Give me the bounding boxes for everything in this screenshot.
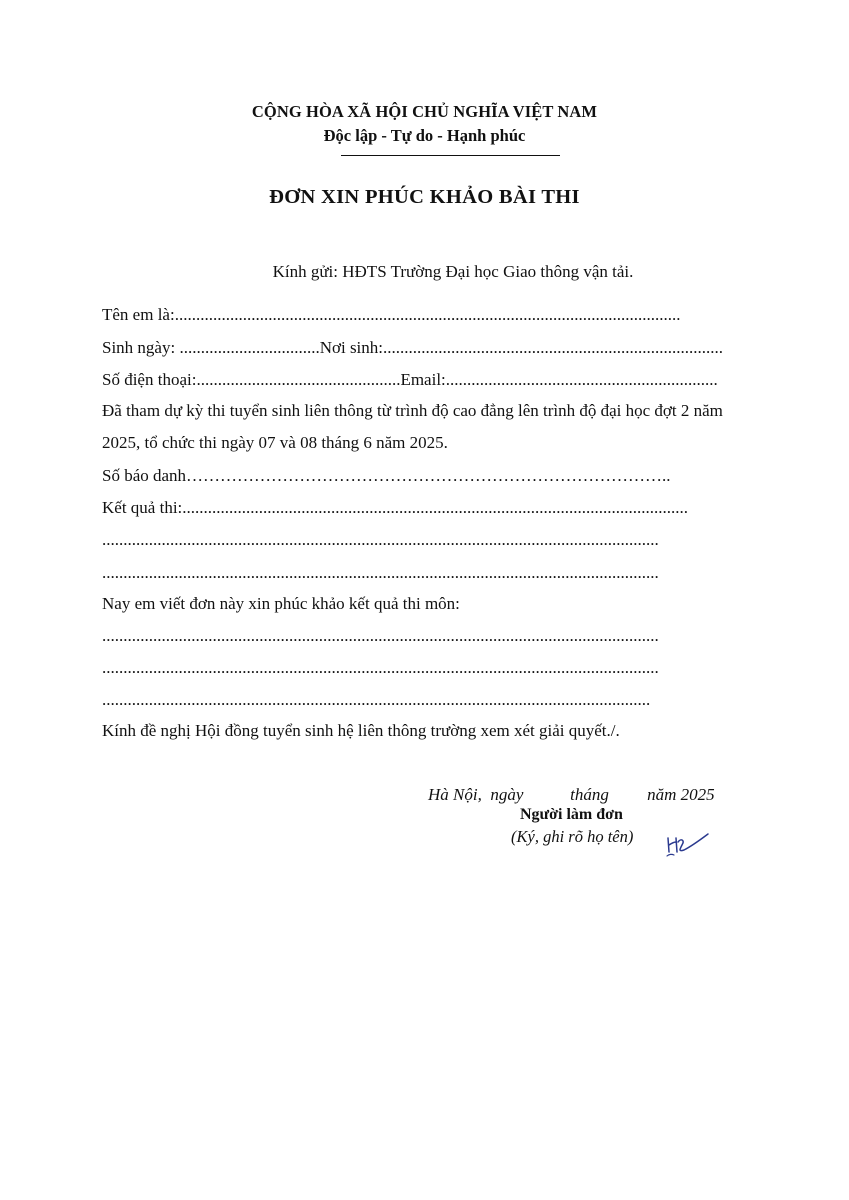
result-blank-line: ................................................................................................................................... [102,530,659,549]
closing-line: Kính đề nghị Hội đồng tuyển sinh hệ liên thông trường xem xét giải quyết./. [102,721,620,740]
dob-field: Sinh ngày: ................................. [102,338,320,357]
candidate-number-line: Số báo danh………………………………………………………………………….. [102,466,671,485]
result-field-line: Kết quả thi:....................................................................................................................... [102,498,689,517]
subject-blank-line: ................................................................................................................................. [102,690,651,709]
name-field-line: Tên em là:....................................................................................................................... [102,305,681,324]
signer-title: Người làm đơn [520,806,623,823]
phone-field: Số điện thoại:................................................ [102,370,401,389]
request-line: Nay em viết đơn này xin phúc khảo kết quả thi môn: [102,594,460,613]
phone-email-line [102,370,792,390]
statement-line-1: Đã tham dự kỳ thi tuyển sinh liên thông từ trình độ cao đẳng lên trình độ đại học đợt 2 năm [102,401,723,420]
subject-blank-line: ................................................................................................................................... [102,626,659,645]
motto-heading: Độc lập - Tự do - Hạnh phúc [323,126,526,145]
handwritten-signature [664,830,712,862]
result-blank-line: ................................................................................................................................... [102,563,659,582]
header-divider [341,155,560,156]
dob-birthplace-line [102,338,792,358]
date-place-line: Hà Nội, ngày tháng năm 2025 [428,785,715,804]
document-title: ĐƠN XIN PHÚC KHẢO BÀI THI [269,186,580,208]
statement-line-2: 2025, tổ chức thi ngày 07 và 08 tháng 6 năm 2025. [102,433,448,452]
country-heading: CỘNG HÒA XÃ HỘI CHỦ NGHĨA VIỆT NAM [251,102,598,121]
birthplace-field: Nơi sinh:................................................................................ [319,338,724,357]
recipient-line: Kính gửi: HĐTS Trường Đại học Giao thông vận tải. [272,262,634,281]
sign-instruction: (Ký, ghi rõ họ tên) [511,827,634,846]
email-field: Email:................................................................ [400,370,718,389]
subject-blank-line: ................................................................................................................................... [102,658,659,677]
